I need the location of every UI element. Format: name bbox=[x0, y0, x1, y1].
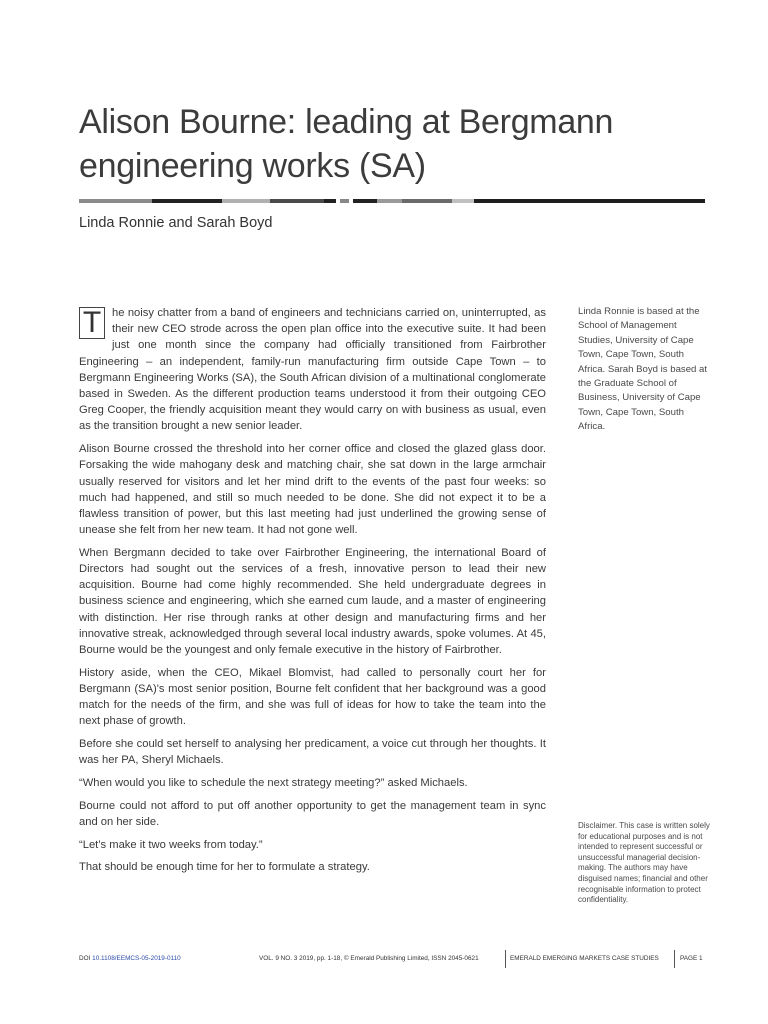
body-paragraph: When Bergmann decided to take over Fairbrother Engineering, the international Board of Directors had sought out the services of a fresh, innovative person to lead their new acquisition. Bourne had come highly recommended. She held undergraduate degrees in business science and engineering, which she earned cum laude, and a master of engineering with distinction. Her rise through ranks at other design and manufacturing firms and her innovative streak, acknowledged through several local industry awards, spoke volumes. At 45, Bourne would be the youngest and only female executive in the history of Fairbrother. bbox=[79, 546, 546, 657]
body-paragraph: Before she could set herself to analysing her predicament, a voice cut through her thoughts. It was her PA, Sheryl Michaels. bbox=[79, 738, 546, 767]
rule-segment bbox=[222, 199, 270, 203]
body-paragraph: “Let’s make it two weeks from today.” bbox=[79, 838, 263, 851]
journal-name: EMERALD EMERGING MARKETS CASE STUDIES bbox=[510, 955, 659, 962]
body-paragraph: History aside, when the CEO, Mikael Blomvist, had called to personally court her for Bergmann (SA)'s most senior position, Bourne felt confident that her background was a good match for the needs of the firm, and she was full of ideas for how to take the team into the next phase of growth. bbox=[79, 666, 546, 728]
rule-segment bbox=[270, 199, 324, 203]
body-paragraph: Alison Bourne crossed the threshold into her corner office and closed the glazed glass door. Forsaking the wide mahogany desk and matching chair, she sat down in the large armchair usually reserved for visitors and let her mind drift to the events of the past four weeks: so much had happened, and still so much needed to be done. She did not expect it to be a flawless transition of power, but this last meeting had just underlined the growing sense of unease she felt from her new team. It had not gone well. bbox=[79, 443, 546, 537]
rule-segment bbox=[377, 199, 402, 203]
body-paragraph: That should be enough time for her to formulate a strategy. bbox=[79, 861, 370, 874]
rule-segment bbox=[79, 199, 152, 203]
doi-link[interactable]: 10.1108/EEMCS-05-2019-0110 bbox=[92, 955, 181, 962]
rule-segment bbox=[152, 199, 222, 203]
rule-segment bbox=[402, 199, 452, 203]
disclaimer-note: Disclaimer. This case is written solely for educational purposes and is not intended to represent successful or unsuccessful managerial decision-making. The authors may have disguised names; financial and other recognisable information to protect confidentiality. bbox=[578, 821, 710, 905]
volume-info: VOL. 9 NO. 3 2019, pp. 1-18, © Emerald Publishing Limited, ISSN 2045-0621 bbox=[259, 955, 479, 962]
body-paragraph: T he noisy chatter from a band of engineers and technicians carried on, uninterrupted, as their new CEO strode across the open plan office into the executive suite. It had been just one month since the company had officially transitioned from Fairbrother Engineering – an independent, family-run manufacturing firm outside Cape Town – to Bergmann Engineering Works (SA), the South African division of a multinational conglomerate based in Sweden. As the different production teams understood it from their outgoing CEO Greg Cooper, the friendly acquisition meant they would carry on with business as usual, even as the transition brought a new senior leader. bbox=[79, 306, 546, 433]
article-body bbox=[79, 305, 546, 882]
author-affiliation: Linda Ronnie is based at the School of Management Studies, University of Cape Town, Cape Town, South Africa. Sarah Boyd is based at the Graduate School of Business, University of Cape Town, Cape Town, South Africa. bbox=[578, 306, 708, 433]
author-line: Linda Ronnie and Sarah Boyd bbox=[79, 215, 273, 231]
rule-segment bbox=[452, 199, 474, 203]
rule-segment bbox=[474, 199, 705, 203]
article-title: Alison Bourne: leading at Bergmann engineering works (SA) bbox=[79, 103, 614, 185]
rule-segment bbox=[340, 199, 349, 203]
doi-line: DOI 10.1108/EEMCS-05-2019-0110 bbox=[79, 955, 181, 962]
drop-cap: T bbox=[79, 307, 105, 339]
footer-divider bbox=[674, 950, 675, 968]
rule-segment bbox=[353, 199, 377, 203]
footer-divider bbox=[505, 950, 506, 968]
page-number: PAGE 1 bbox=[680, 955, 703, 962]
body-paragraph: Bourne could not afford to put off another opportunity to get the management team in sync and on her side. bbox=[79, 799, 546, 828]
body-paragraph: “When would you like to schedule the next strategy meeting?” asked Michaels. bbox=[79, 776, 468, 789]
rule-segment bbox=[324, 199, 336, 203]
